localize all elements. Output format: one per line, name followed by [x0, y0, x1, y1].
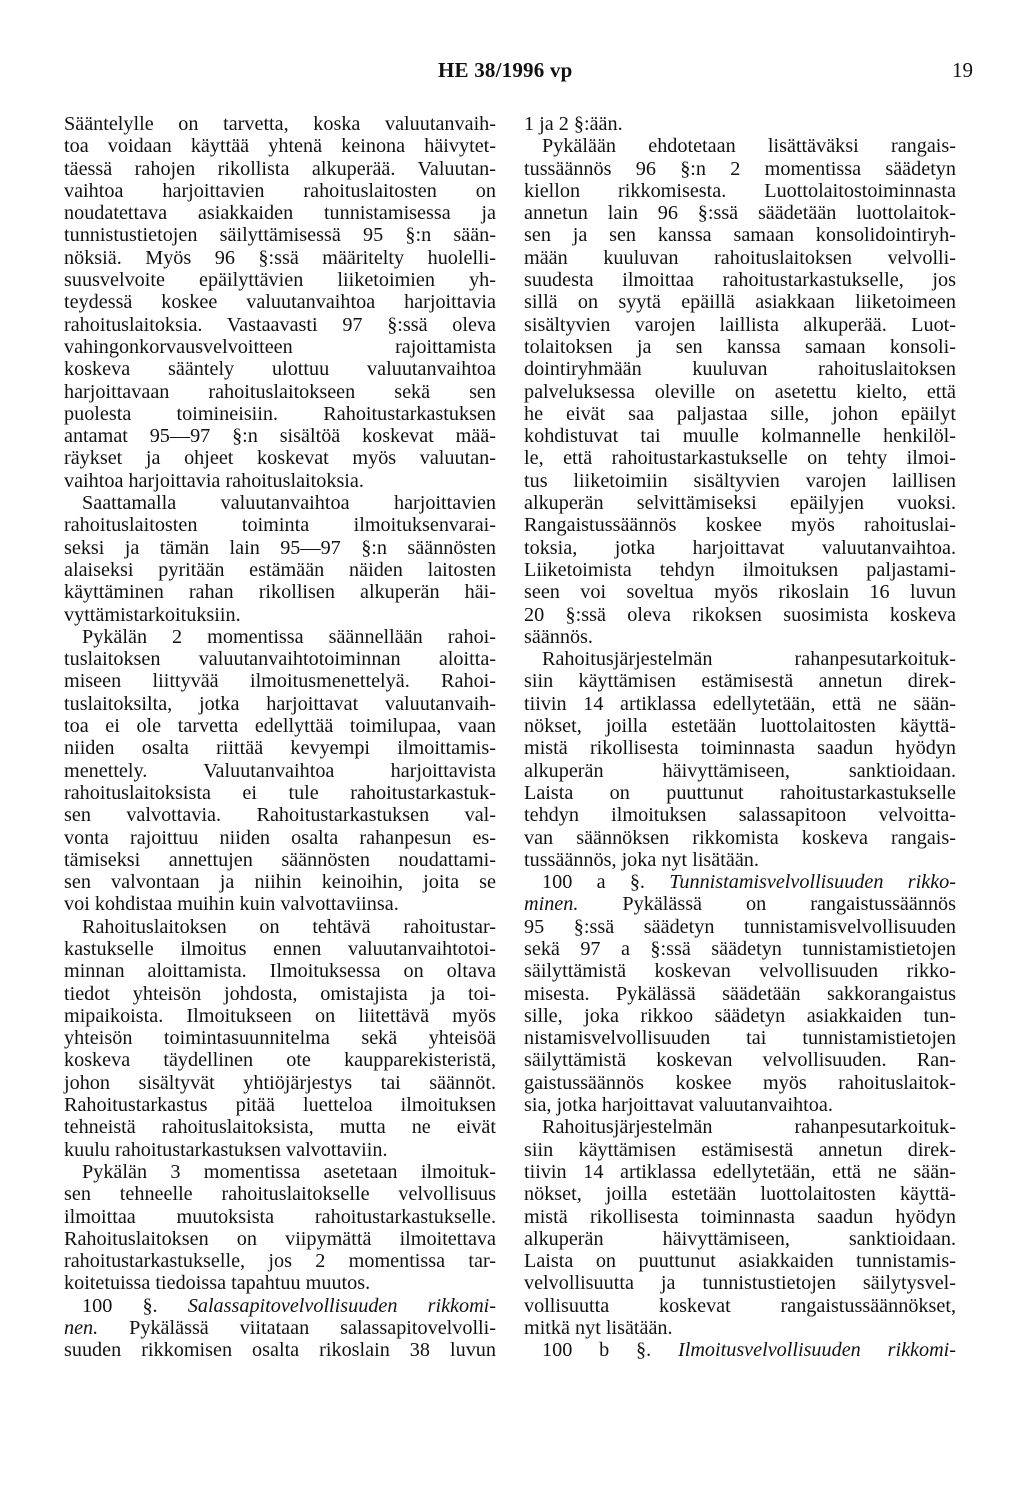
text-line: sekä 97 a §:ssä säädetyn tunnistamistietojen — [524, 937, 956, 960]
text-line: kuulu rahoitustarkastuksen valvottaviin. — [64, 1138, 388, 1161]
text-line: säilyttämistä koskevan velvollisuuden rikko- — [524, 960, 956, 983]
text-line: tehdyn ilmoituksen salassapitoon velvoitta- — [524, 804, 956, 827]
text-line: Laista on puuttunut rahoitustarkastukselle — [524, 781, 956, 804]
text-line: le, että rahoitustarkastukselle on tehty ilmoi- — [524, 447, 956, 470]
text-line: nökset, joilla estetään luottolaitosten käyttä- — [524, 1183, 956, 1206]
text-line: seen voi soveltua myös rikoslain 16 luvun — [524, 581, 956, 604]
text-line: tussäännös, joka nyt lisätään. — [524, 848, 759, 871]
text-line: suuden rikkomisen osalta rikoslain 38 luvun — [64, 1339, 496, 1362]
text-line: van säännöksen rikkomista koskeva rangais- — [524, 826, 956, 849]
text-line: siin käyttämisen estämisestä annetun direk- — [524, 670, 956, 693]
text-line: rahoituslaitoksia. Vastaavasti 97 §:ssä oleva — [64, 313, 496, 336]
left-text-column — [64, 113, 496, 1362]
text-line: tus liiketoimiin sisältyvien varojen laillisen — [524, 469, 956, 492]
text-line: Rahoituslaitoksen on viipymättä ilmoitettava — [64, 1227, 496, 1250]
text-line — [524, 1339, 956, 1361]
text-line: tiedot yhteisön johdosta, omistajista ja toi- — [64, 982, 496, 1005]
text-line: nistamisvelvollisuuden tai tunnistamistietojen — [524, 1027, 956, 1050]
text-line: tuslaitoksilta, jotka harjoittavat valuutanvaih- — [64, 692, 496, 715]
text-line: tiivin 14 artiklassa edellytetään, että ne sään- — [524, 1160, 956, 1183]
text-line: Pykälään ehdotetaan lisättäväksi rangais- — [542, 135, 956, 158]
text-line: täessä rahojen rikollista alkuperää. Valuutan- — [64, 157, 496, 180]
text-line: sille, joka rikkoo säädetyn asiakkaiden tun- — [524, 1004, 956, 1027]
text-line: mitkä nyt lisätään. — [524, 1317, 673, 1340]
section-heading: nen. — [64, 1317, 99, 1340]
text-line: säännös. — [524, 625, 593, 648]
text-line: vyttämistarkoituksiin. — [64, 603, 241, 626]
text-line: Sääntelylle on tarvetta, koska valuutanvaih- — [64, 113, 496, 135]
text-line: rahoituslaitoksista ei tule rahoitustarkastuk- — [64, 781, 496, 804]
text-line: Rahoitusjärjestelmän rahanpesutarkoituk- — [542, 1116, 956, 1139]
text-line — [64, 1317, 496, 1339]
text-line: sisältyvien varojen laillista alkuperää. Luot- — [524, 313, 956, 336]
text-line: mistä rikollisesta toiminnasta saadun hyödyn — [524, 737, 956, 760]
text-line: siin käyttämisen estämisestä annetun direk- — [524, 1138, 956, 1161]
text-line: yhteisön toimintasuunnitelma sekä yhteisöä — [64, 1027, 496, 1050]
text-line: mään kuuluvan rahoituslaitoksen velvolli- — [524, 246, 956, 269]
text-line: johon sisältyvät yhtiöjärjestys tai säännöt. — [64, 1071, 496, 1094]
text-line: 20 §:ssä oleva rikoksen suosimista koskeva — [524, 603, 956, 626]
text-line: kohdistuvat tai muulle kolmannelle henkilöl- — [524, 425, 956, 448]
text-line: tiivin 14 artiklassa edellytetään, että ne sään- — [524, 692, 956, 715]
text-line: suusvelvoite epäilyttävien liiketoimien yh- — [64, 269, 496, 292]
text-line: rahoituslaitosten toiminta ilmoituksenvarai- — [64, 514, 496, 537]
section-heading: Salassapitovelvollisuuden rikkomi- — [187, 1294, 497, 1317]
text-line: harjoittavaan rahoituslaitokseen sekä sen — [64, 380, 496, 403]
text-line: sen ja sen kanssa samaan konsolidointiryh- — [524, 224, 956, 247]
text-line: vollisuutta koskevat rangaistussäännökset, — [524, 1294, 956, 1317]
text-line: ilmoittaa muutoksista rahoitustarkastukselle. — [64, 1205, 496, 1228]
text-line: seksi ja tämän lain 95—97 §:n säännösten — [64, 536, 496, 559]
text-line: Rahoituslaitoksen on tehtävä rahoitustar- — [82, 915, 496, 938]
text-line: 1 ja 2 §:ään. — [524, 113, 623, 135]
text-line: tuslaitoksen valuutanvaihtotoiminnan aloitta- — [64, 648, 496, 671]
text-line: sia, jotka harjoittavat valuutanvaihtoa. — [524, 1094, 833, 1117]
text-line: vaihtoa harjoittavien rahoituslaitosten on — [64, 179, 496, 202]
text-line: Rahoitustarkastus pitää luetteloa ilmoituksen — [64, 1094, 496, 1117]
text-line: koskeva sääntely ulottuu valuutanvaihtoa — [64, 358, 496, 381]
text-line: tehneistä rahoituslaitoksista, mutta ne eivät — [64, 1116, 496, 1139]
text-line: Saattamalla valuutanvaihtoa harjoittavien — [82, 492, 496, 515]
text-line: sen tehneelle rahoituslaitokselle velvollisuus — [64, 1183, 496, 1206]
text-line: tolaitoksen ja sen kanssa samaan konsoli- — [524, 335, 956, 358]
text-line: suudesta ilmoittaa rahoitustarkastukselle, jos — [524, 269, 956, 292]
text-line: Liiketoimista tehdyn ilmoituksen paljastami- — [524, 558, 956, 581]
text-line: minnan aloittamista. Ilmoituksessa on oltava — [64, 960, 496, 983]
text-line: voi kohdistaa muihin kuin valvottaviinsa. — [64, 893, 399, 916]
page-header — [0, 58, 1024, 90]
right-text-column — [524, 113, 956, 1362]
section-number: 100 a §. — [542, 871, 645, 894]
section-number: 100 §. — [82, 1294, 158, 1317]
text-line: misesta. Pykälässä säädetään sakkorangaistus — [524, 982, 956, 1005]
text-line: Rangaistussäännös koskee myös rahoituslai- — [524, 514, 956, 537]
text-line: velvollisuutta ja tunnistustietojen säilytysvel- — [524, 1272, 956, 1295]
text-line: Rahoitusjärjestelmän rahanpesutarkoituk- — [542, 648, 956, 671]
paragraph-text: Pykälässä viitataan salassapitovelvolli- — [98, 1317, 496, 1340]
text-line: sen valvottavia. Rahoitustarkastuksen val- — [64, 804, 496, 827]
text-line: teydessä koskee valuutanvaihtoa harjoittavia — [64, 291, 496, 314]
text-line: nökset, joilla estetään luottolaitosten käyttä- — [524, 715, 956, 738]
text-line: sillä on syytä epäillä asiakkaan liiketoimeen — [524, 291, 956, 314]
text-line: kiellon rikkomisesta. Luottolaitostoiminnasta — [524, 179, 956, 202]
section-heading: Tunnistamisvelvollisuuden rikko- — [669, 871, 956, 894]
text-line: vaihtoa harjoittavia rahoituslaitoksia. — [64, 469, 364, 492]
text-line: mipaikoista. Ilmoitukseen on liitettävä myös — [64, 1004, 496, 1027]
text-line: sen valvontaan ja niihin keinoihin, joita se — [64, 871, 496, 894]
text-line: alkuperän häivyttämiseen, sanktioidaan. — [524, 759, 956, 782]
text-line: käyttäminen rahan rikollisen alkuperän häi- — [64, 581, 496, 604]
text-line: palveluksessa oleville on asetettu kielto, että — [524, 380, 956, 403]
text-line: Pykälän 3 momentissa asetetaan ilmoituk- — [82, 1160, 496, 1183]
text-line: alkuperän selvittämiseksi epäilyjen vuoksi. — [524, 492, 956, 515]
text-line: tunnistustietojen säilyttämisessä 95 §:n sään- — [64, 224, 496, 247]
text-line: vonta rajoittuu niiden osalta rahanpesun es- — [64, 826, 496, 849]
text-line: niiden osalta riittää kevyempi ilmoittamis- — [64, 737, 496, 760]
text-line: puolesta toimineisiin. Rahoitustarkastuksen — [64, 402, 496, 425]
text-line: tämiseksi annettujen säännösten noudattami- — [64, 848, 496, 871]
text-line: mistä rikollisesta toiminnasta saadun hyödyn — [524, 1205, 956, 1228]
text-line: dointiryhmään kuuluvan rahoituslaitoksen — [524, 358, 956, 381]
section-number: 100 b §. — [542, 1339, 652, 1362]
text-line: säilyttämistä koskevan velvollisuuden. Ran- — [524, 1049, 956, 1072]
text-line — [524, 871, 956, 893]
text-line: noudatettava asiakkaiden tunnistamisessa ja — [64, 202, 496, 225]
text-line: he eivät saa paljastaa sille, johon epäilyt — [524, 402, 956, 425]
text-line: gaistussäännös koskee myös rahoituslaitok- — [524, 1071, 956, 1094]
text-line: koitetuissa tiedoissa tapahtuu muutos. — [64, 1272, 371, 1295]
text-line: tussäännös 96 §:n 2 momentissa säädetyn — [524, 157, 956, 180]
text-line: toksia, jotka harjoittavat valuutanvaihtoa. — [524, 536, 956, 559]
text-line: alkuperän häivyttämiseen, sanktioidaan. — [524, 1227, 956, 1250]
text-line: Laista on puuttunut asiakkaiden tunnistamis- — [524, 1250, 956, 1273]
text-line — [524, 893, 956, 915]
page-number: 19 — [952, 58, 973, 82]
paragraph-text: Pykälässä on rangaistussäännös — [578, 893, 956, 916]
text-line: alaiseksi pyritään estämään näiden laitosten — [64, 558, 496, 581]
text-line: antamat 95—97 §:n sisältöä koskevat mää- — [64, 425, 496, 448]
text-line: koskeva täydellinen ote kaupparekisteristä, — [64, 1049, 496, 1072]
document-id: HE 38/1996 vp — [438, 58, 573, 82]
text-line: menettely. Valuutanvaihtoa harjoittavista — [64, 759, 496, 782]
text-line: vahingonkorvausvelvoitteen rajoittamista — [64, 335, 496, 358]
text-line: toa ei ole tarvetta edellyttää toimilupaa, vaan — [64, 715, 496, 738]
text-line: rahoitustarkastukselle, jos 2 momentissa tar- — [64, 1250, 496, 1273]
text-line — [64, 1295, 496, 1317]
text-line: Pykälän 2 momentissa säännellään rahoi- — [82, 625, 496, 648]
section-heading: Ilmoitusvelvollisuuden rikkomi- — [678, 1339, 956, 1362]
text-line: miseen liittyvää ilmoitusmenettelyä. Rahoi- — [64, 670, 496, 693]
text-line: nöksiä. Myös 96 §:ssä määritelty huolelli- — [64, 246, 496, 269]
text-line: kastukselle ilmoitus ennen valuutanvaihtotoi- — [64, 937, 496, 960]
text-line: räykset ja ohjeet koskevat myös valuutan- — [64, 447, 496, 470]
text-line: annetun lain 96 §:ssä säädetään luottolaitok- — [524, 202, 956, 225]
text-line: 95 §:ssä säädetyn tunnistamisvelvollisuuden — [524, 915, 956, 938]
section-heading: minen. — [524, 893, 579, 916]
text-line: toa voidaan käyttää yhtenä keinona häivytet- — [64, 135, 496, 158]
